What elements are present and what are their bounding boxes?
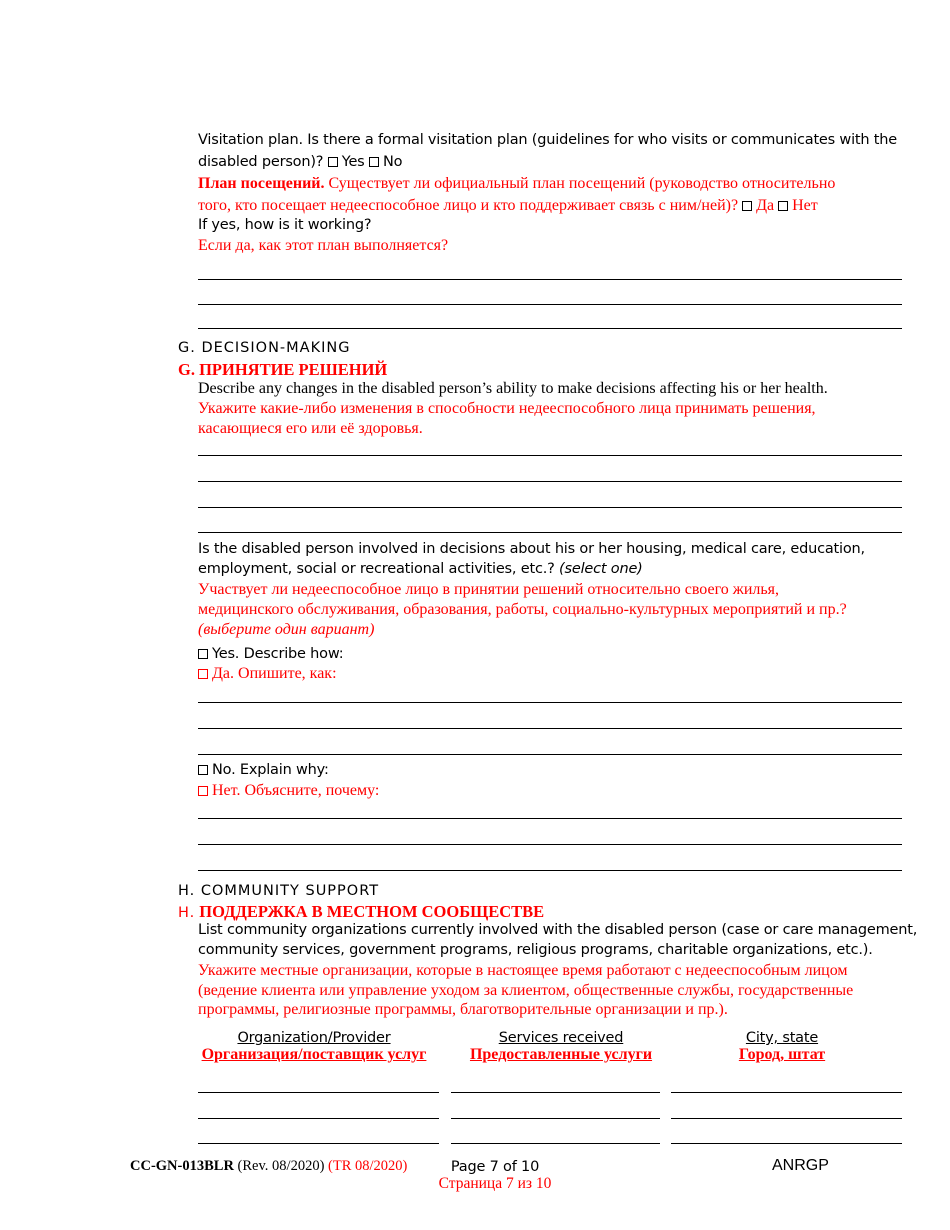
section-g-q2-select-en: (select one) (559, 561, 643, 577)
visitation-question-line2 (198, 154, 402, 170)
visitation-ru-yes-checkbox[interactable] (742, 201, 752, 211)
col-services-ru: Предоставленные услуги (469, 1046, 653, 1063)
footer-form-id (130, 1158, 407, 1175)
section-h-ru-line3: программы, религиозные программы, благотворительные организации и пр.). (198, 1001, 728, 1018)
services-field[interactable] (451, 1118, 660, 1119)
section-g-q2-en-line2 (198, 561, 643, 577)
section-g-q1-en: Describe any changes in the disabled person’s ability to make decisions affecting his or her health. (198, 380, 828, 397)
visitation-answer-line[interactable] (198, 328, 902, 329)
section-g-q2-ru-line1: Участвует ли недееспособное лицо в принятии решений относительно своего жилья, (198, 581, 780, 598)
visitation-question-line1: Visitation plan. Is there a formal visitation plan (guidelines for who visits or communicates with the (198, 132, 897, 148)
city-field[interactable] (671, 1118, 902, 1119)
col-city-ru: Город, штат (738, 1046, 826, 1063)
option-yes-en (198, 646, 343, 662)
services-field[interactable] (451, 1092, 660, 1093)
visitation-ru-bold: План посещений. (198, 175, 325, 192)
col-organization-en: Organization/Provider (237, 1030, 391, 1046)
section-h-ru-line2: (ведение клиента или управление уходом за клиентом, общественные службы, государственные (198, 982, 854, 999)
visitation-ru-line2 (198, 197, 818, 215)
organization-field[interactable] (198, 1118, 439, 1119)
visitation-yes-checkbox[interactable] (328, 157, 338, 167)
organization-field[interactable] (198, 1092, 439, 1093)
visitation-no-checkbox[interactable] (369, 157, 379, 167)
visitation-followup-ru: Если да, как этот план выполняется? (198, 237, 449, 254)
visitation-ru-no-checkbox[interactable] (778, 201, 788, 211)
option-yes-en-label: Yes. Describe how: (212, 646, 344, 662)
section-g-heading-ru: G. ПРИНЯТИЕ РЕШЕНИЙ (178, 360, 388, 379)
visitation-no-label: No (382, 154, 403, 170)
footer-anrgp: ANRGP (772, 1157, 829, 1174)
footer-tr: (TR 08/2020) (328, 1158, 408, 1174)
visitation-ru-yes-label: Да (756, 197, 775, 214)
visitation-ru-line1-text: Существует ли официальный план посещений (руководство относительно (328, 175, 836, 192)
visitation-ru-no-label: Нет (792, 197, 818, 214)
involved-yes-checkbox[interactable] (198, 649, 208, 659)
section-h-en-line2: community services, government programs, religious programs, charitable organizations, etc.). (198, 942, 873, 958)
explain-why-line[interactable] (198, 844, 902, 845)
option-yes-ru-label: Да. Опишите, как: (212, 665, 337, 682)
city-field[interactable] (671, 1143, 902, 1144)
section-h-heading-ru-text: ПОДДЕРЖКА В МЕСТНОМ СООБЩЕСТВЕ (199, 902, 545, 921)
footer-rev: (Rev. 08/2020) (237, 1158, 325, 1174)
decision-answer-line[interactable] (198, 481, 902, 482)
section-g-q2-en-line1: Is the disabled person involved in decisions about his or her housing, medical care, education, (198, 541, 865, 557)
describe-how-line[interactable] (198, 702, 902, 703)
footer-page-en: Page 7 of 10 (450, 1159, 540, 1175)
section-h-heading-ru (178, 902, 544, 922)
visitation-ru-line1 (198, 175, 835, 193)
visitation-followup-en: If yes, how is it working? (198, 217, 372, 233)
involved-no-ru-checkbox[interactable] (198, 786, 208, 796)
footer-page-ru: Страница 7 из 10 (438, 1175, 552, 1192)
describe-how-line[interactable] (198, 754, 902, 755)
col-city-header (680, 1030, 884, 1064)
footer-page (430, 1159, 560, 1193)
visitation-question-line2-text: disabled person)? (198, 154, 324, 170)
decision-answer-line[interactable] (198, 507, 902, 508)
organization-field[interactable] (198, 1143, 439, 1144)
section-h-en-line1: List community organizations currently involved with the disabled person (case or care management, (198, 922, 918, 938)
section-h-heading-en: H. COMMUNITY SUPPORT (178, 883, 380, 899)
visitation-yes-label: Yes (341, 154, 365, 170)
visitation-answer-line[interactable] (198, 304, 902, 305)
involved-yes-ru-checkbox[interactable] (198, 669, 208, 679)
col-services-en: Services received (498, 1030, 624, 1046)
involved-no-checkbox[interactable] (198, 765, 208, 775)
option-no-ru (198, 782, 379, 800)
describe-how-line[interactable] (198, 728, 902, 729)
decision-answer-line[interactable] (198, 532, 902, 533)
option-no-en-label: No. Explain why: (212, 762, 329, 778)
city-field[interactable] (671, 1092, 902, 1093)
option-no-en (198, 762, 329, 778)
footer-form-code: CC-GN-013BLR (130, 1158, 234, 1174)
section-g-q2-ru-line2: медицинского обслуживания, образования, работы, социально-культурных мероприятий и пр.? (198, 601, 847, 618)
section-g-heading-en: G. DECISION-MAKING (178, 340, 351, 356)
section-g-q2-en-line2-text: employment, social or recreational activities, etc.? (198, 561, 555, 577)
explain-why-line[interactable] (198, 818, 902, 819)
section-h-ru-line1: Укажите местные организации, которые в настоящее время работают с недееспособным лицом (198, 962, 848, 979)
services-field[interactable] (451, 1143, 660, 1144)
option-yes-ru (198, 665, 337, 683)
section-g-q1-ru-line2: касающиеся его или её здоровья. (198, 420, 423, 437)
col-organization-header (190, 1030, 438, 1064)
decision-answer-line[interactable] (198, 455, 902, 456)
explain-why-line[interactable] (198, 870, 902, 871)
section-g-q2-select-ru: (выберите один вариант) (198, 621, 375, 638)
option-no-ru-label: Нет. Объясните, почему: (212, 782, 380, 799)
visitation-ru-line2-text: того, кто посещает недееспособное лицо и кто поддерживает связь с ним/ней)? (198, 197, 739, 214)
visitation-answer-line[interactable] (198, 279, 902, 280)
col-city-en: City, state (745, 1030, 819, 1046)
section-h-letter: H. (178, 905, 196, 921)
col-services-header (452, 1030, 670, 1064)
section-g-q1-ru-line1: Укажите какие-либо изменения в способности недееспособного лица принимать решения, (198, 400, 816, 417)
col-organization-ru: Организация/поставщик услуг (201, 1046, 427, 1063)
